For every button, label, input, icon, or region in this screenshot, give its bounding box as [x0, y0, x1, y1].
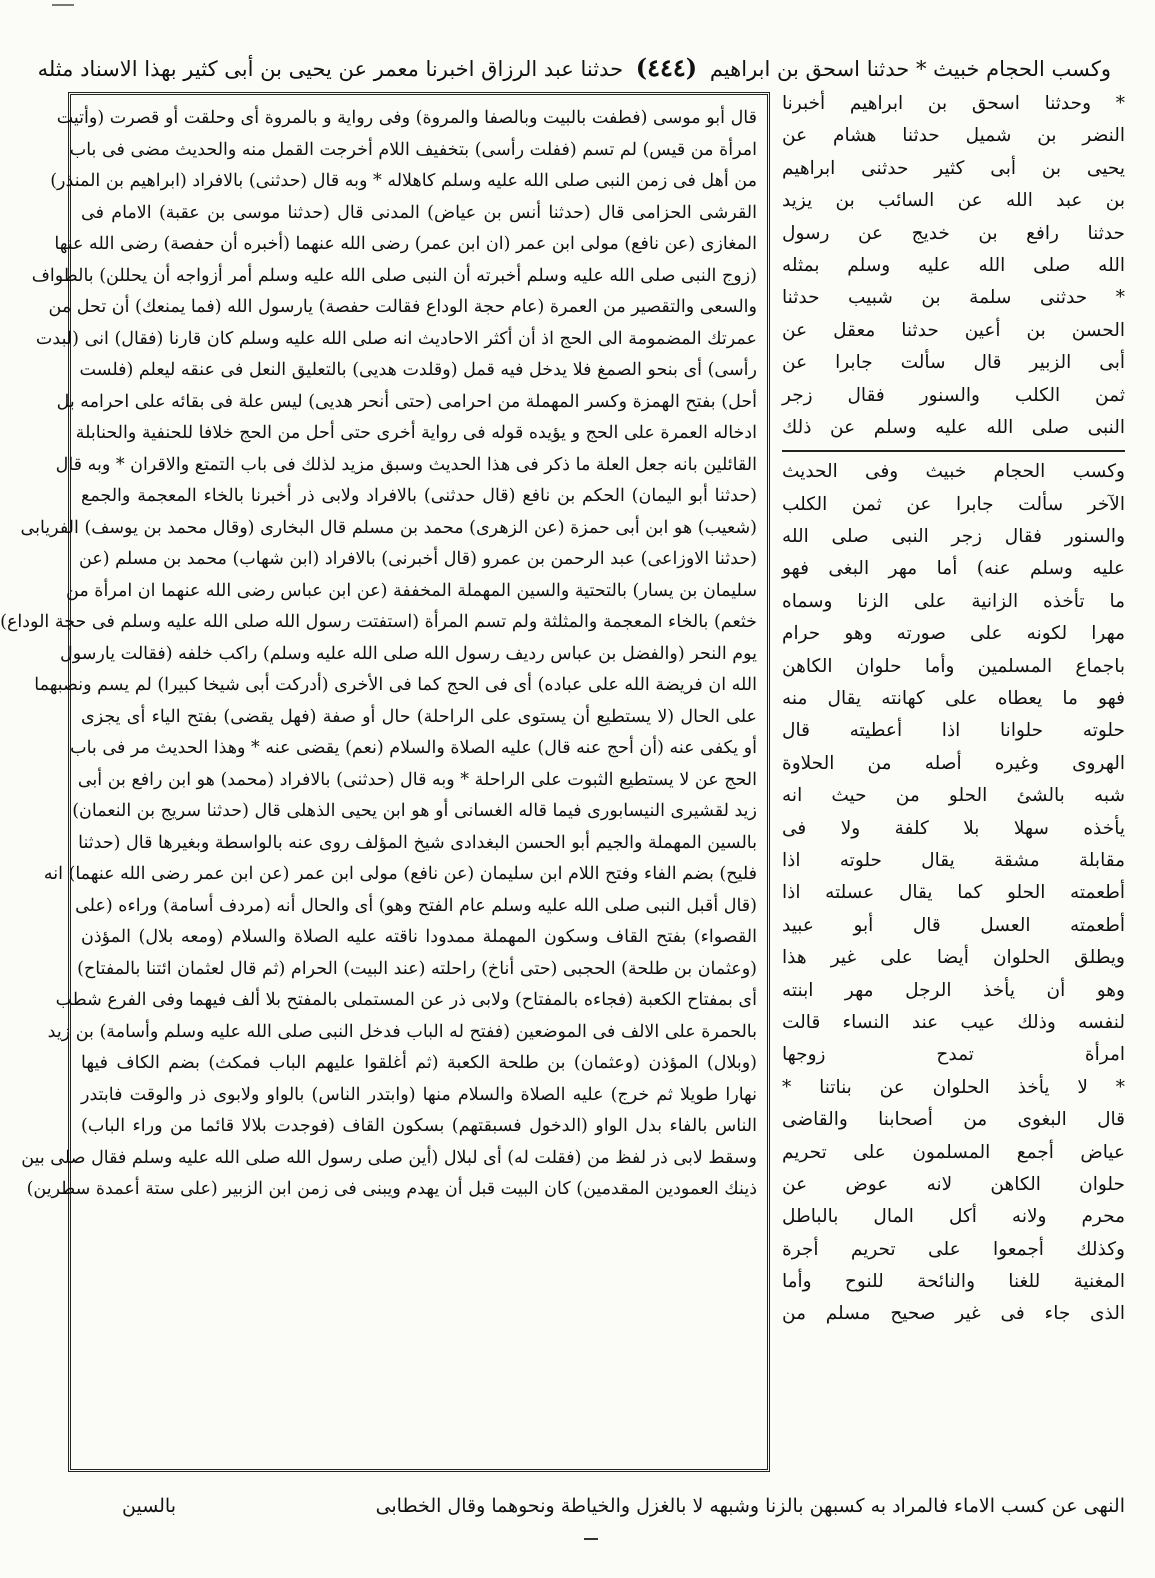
sharh-line: يأخذه سهلا بلا كلفة ولا فى — [782, 817, 1125, 839]
commentary-line: بالسين المهملة والجيم أبو الحسن البغدادى شيخ المؤلف روى عنه بالواسطة وبغيرها قال (حدثنا — [78, 832, 757, 853]
sharh-line: امرأة تمدح زوجها — [782, 1044, 1125, 1066]
sharh-line: أطعمته العسل قال أبو عبيد — [782, 914, 1125, 936]
header-right-text: وكسب الحجام خبيث * حدثنا اسحق بن ابراهيم — [709, 57, 1111, 81]
commentary-line: زيد لقشيرى النيسابورى فيما قاله الغسانى أو هو ابن يحيى الذهلى قال (حدثنا سريج بن النعمان) — [72, 801, 757, 821]
commentary-line: سليمان بن يسار) بالتحتية والسين المهملة المخففة (عن ابن عباس رضى الله عنهما ان امرأة من — [66, 580, 757, 601]
commentary-line: نهارا طويلا ثم خرج) عليه الصلاة والسلام منها (وابتدر الناس) بالواو ولابوى ذر والوقت فابتدر — [81, 1084, 757, 1105]
commentary-line: بالحمرة على الالف فى الموضعين (ففتح له الباب فدخل النبى صلى الله عليه وسلم وأسامة) بن زيد — [47, 1021, 757, 1042]
sharh-line: والسنور فقال زجر النبى صلى الله — [782, 526, 1125, 548]
sharh-line: حلوته حلوانا اذا أعطيته قال — [782, 720, 1125, 742]
commentary-line: امرأة من قيس) لم تسم (ففلت رأسى) بتخفيف اللام أخرجت القمل منه والحديث مضى فى باب — [69, 139, 757, 160]
commentary-line: فليح) بضم الفاء وفتح اللام ابن سليمان (عن نافع) مولى ابن عمر (عن ابن عمر رضى الله عنهما) انه — [43, 864, 757, 884]
commentary-line: من أهل فى زمن النبى صلى الله عليه وسلم كاهلاله * وبه قال (حدثنى) بالافراد (ابراهيم بن المنذر) — [50, 171, 757, 191]
commentary-line: (حدثنا أبو اليمان) الحكم بن نافع (قال حدثنى) بالافراد ولابى ذر أخبرنا بالخاء المعجمة والجمع — [81, 486, 757, 506]
sharh-line: مهرا لكونه على صورته وهو حرام — [782, 623, 1125, 645]
main-commentary-frame — [0, 92, 770, 1472]
sharh-line: أطعمته الحلو كما يقال عسلته اذا — [782, 882, 1125, 904]
footer-left-fragment: بالسين — [122, 1495, 177, 1517]
side-bottom-block — [782, 456, 1125, 1331]
sharh-line: شبه بالشئ الحلو من حيث انه — [782, 785, 1125, 807]
commentary-line: أى بمفتاح الكعبة (فجاءه بالمفتاح) ولابى ذر عن المستملى بالمفتح بلا ألف فيهما وفى الفرع شطب — [55, 990, 757, 1010]
commentary-line: يوم النحر (والفضل بن عباس رديف رسول الله صلى الله عليه وسلم) راكب خلفه (فقالت يارسول — [60, 643, 757, 664]
footer-text: النهى عن كسب الاماء فالمراد به كسبهن بالزنا وشبهه لا بالغزل والخياطة ونحوهما وقال الخطابى — [375, 1495, 1125, 1517]
side-divider — [782, 450, 1125, 452]
commentary-line: القصواء) بفتح القاف وسكون المهملة ممدودا ناقته عليه الصلاة والسلام (ومعه بلال) المؤذن — [81, 927, 757, 947]
page-mark — [584, 1538, 598, 1540]
sharh-line: محرم ولانه أكل المال بالباطل — [782, 1206, 1125, 1228]
commentary-line: وسقط لابى ذر لفظ من (فقلت له) أى لبلال (أين صلى رسول الله صلى الله عليه وسلم فقال صلى بين — [21, 1147, 757, 1168]
running-header — [37, 48, 1111, 88]
commentary-line: على الحال (لا يستطيع أن يستوى على الراحلة) حال أو صفة (فهل يقضى) بفتح الياء أى يجزى — [81, 706, 757, 727]
commentary-line: الناس بالفاء بدل الواو (الدخول فسبقتهم) بسكون القاف (فوجدت بلالا قائما من وراء الباب) — [81, 1116, 757, 1136]
commentary-line: (قال أقبل النبى صلى الله عليه وسلم عام الفتح وهو) أى والحال أنه (مردف أسامة) وراءه (على — [75, 895, 757, 916]
page-number: (٤٤٤) — [635, 53, 698, 82]
commentary-line: (وبلال) المؤذن (وعثمان) بن طلحة الكعبة (ثم أغلقوا عليهم الباب فمكث) بضم الكاف فيها — [81, 1053, 757, 1073]
commentary-line: عمرتك المضمومة الى الحج اذ أن أكثر الاحاديث انه صلى الله عليه وسلم كان قارنا (فقال) انى (لبدت — [35, 328, 757, 349]
sharh-line: وكذلك أجمعوا على تحريم أجرة — [782, 1238, 1125, 1260]
hadith-line: الله صلى الله عليه وسلم بمثله — [782, 254, 1125, 276]
sharh-line: الهروى وغيره أصله من الحلاوة — [782, 752, 1125, 774]
header-left-text: حدثنا عبد الرزاق اخبرنا معمر عن يحيى بن أبى كثير بهذا الاسناد مثله — [37, 57, 624, 81]
commentary-line: أو يكفى عنه (أن أحج عنه قال) عليه الصلاة والسلام (نعم) يقضى عنه * وهذا الحديث مر فى باب — [70, 738, 757, 758]
side-top-block — [782, 88, 1125, 444]
sharh-line: الآخر سألت جابرا عن ثمن الكلب — [782, 493, 1125, 515]
hadith-line: أبى الزبير قال سألت جابرا عن — [782, 352, 1125, 374]
hadith-line: يحيى بن أبى كثير حدثنى ابراهيم — [782, 157, 1125, 179]
hadith-line: ثمن الكلب والسنور فقال زجر — [782, 384, 1125, 406]
commentary-line: الحج عن لا يستطيع الثبوت على الراحلة * وبه قال (حدثنى) بالافراد (محمد) هو ابن رافع بن أبى — [77, 769, 757, 790]
hadith-line: * وحدثنا اسحق بن ابراهيم أخبرنا — [782, 93, 1125, 114]
sharh-line: * لا يأخذ الحلوان عن بناتنا * — [782, 1076, 1125, 1098]
commentary-line: والسعى والتقصير من العمرة (عام حجة الوداع فقالت حفصة) يارسول الله (فما يمنعك) أن تحل من — [48, 297, 757, 317]
sharh-line: مقابلة مشقة يقال حلوته اذا — [782, 849, 1125, 871]
sharh-line: ما تأخذه الزانية على الزنا وسماه — [782, 590, 1125, 612]
commentary-line: خثعم) بالخاء المعجمة والمثلثة ولم تسم المرأة (استفتت رسول الله صلى الله عليه وسلم فى حجة الوداع) — [0, 612, 757, 632]
sharh-line: الذى جاء فى غير صحيح مسلم من — [782, 1303, 1125, 1325]
commentary-line: أحل) بفتح الهمزة وكسر المهملة من احرامى (حتى أنحر هديى) ليس علة فى بقائه على احرامه بل — [56, 391, 757, 412]
commentary-line: القائلين بانه جعل العلة ما ذكر فى هذا الحديث وسبق مزيد لذلك فى باب التمتع والاقران * وبه قال — [55, 454, 757, 475]
sharh-line: فهو ما يعطاه على كهانته يقال منه — [782, 688, 1125, 710]
sharh-line: باجماع المسلمين وأما حلوان الكاهن — [782, 655, 1125, 677]
sharh-line: حلوان الكاهن لانه عوض عن — [782, 1173, 1125, 1195]
commentary-line: قال أبو موسى (فطفت بالبيت وبالصفا والمروة) وفى رواية و بالمروة أى وحلقت أو قصرت (وأتيت — [56, 108, 757, 128]
sharh-line: قال البغوى من أصحابنا والقاضى — [782, 1109, 1125, 1131]
commentary-line: ادخاله العمرة على الحج و يؤيده قوله فى رواية أخرى حتى أحل من الحج خلافا للحنفية والحنابلة — [75, 423, 757, 443]
side-hadith-column — [782, 88, 1125, 1472]
sharh-line: المغنية للغنا والنائحة للنوح وأما — [782, 1271, 1125, 1293]
hadith-line: النبى صلى الله عليه وسلم عن ذلك — [782, 416, 1125, 438]
hadith-line: * حدثنى سلمة بن شبيب حدثنا — [782, 287, 1125, 309]
commentary-line: رأسى) أى بنحو الصمغ فلا يدخل فيه قمل (وقلدت هديى) بالتعليق النعل فى عنقه ليعلم (فلست — [79, 360, 757, 380]
hadith-line: النضر بن شميل حدثنا هشام عن — [782, 125, 1125, 147]
commentary-line: ذينك العمودين المقدمين) كان البيت قبل أن يهدم ويبنى فى زمن ابن الزبير (على ستة أعمدة سطرين) — [26, 1179, 757, 1199]
commentary-line: القرشى الحزامى قال (حدثنا أنس بن عياض) المدنى قال (حدثنا موسى بن عقبة) الامام فى — [81, 202, 757, 223]
hadith-line: حدثنا رافع بن خديج عن رسول — [782, 222, 1125, 244]
commentary-line: المغازى (عن نافع) مولى ابن عمر (ان ابن عمر) رضى الله عنهما (أخبره أن حفصة) رضى الله عنها — [54, 234, 757, 254]
commentary-line: (حدثنا الاوزاعى) عبد الرحمن بن عمرو (قال أخبرنى) بالافراد (ابن شهاب) محمد بن مسلم (عن — [79, 549, 757, 569]
commentary-line: (وعثمان بن طلحة) الحجبى (حتى أناخ) راحلته (عند البيت) الحرام (ثم قال لعثمان ائتنا بالمفتاح) — [77, 958, 757, 979]
sharh-line: وهو أن يأخذ الرجل مهر ابنته — [782, 979, 1125, 1001]
sharh-line: عليه وسلم عنه) أما مهر البغى فهو — [782, 558, 1125, 580]
sharh-line: وكسب الحجام خبيث وفى الحديث — [782, 461, 1125, 483]
sharh-line: عياض أجمع المسلمون على تحريم — [782, 1141, 1125, 1163]
commentary-line: (زوج النبى صلى الله عليه وسلم أخبرته أن النبى صلى الله عليه وسلم أمر أزواجه أن يحللن) بالطواف — [31, 265, 757, 286]
commentary-line: الله ان فريضة الله على عباده) أى فى الحج كما فى الأخرى (أدركت أبى شيخا كبيرا) لم يسم ونصبهما — [34, 675, 757, 695]
sharh-line: ويطلق الحلوان أيضا على غير هذا — [782, 947, 1125, 969]
hadith-line: بن عبد الله عن السائب بن يزيد — [782, 190, 1125, 212]
sharh-line: لنفسه وذلك عيب عند النساء قالت — [782, 1011, 1125, 1033]
footer-line — [92, 1486, 1125, 1526]
corner-mark — [52, 4, 74, 18]
commentary-line: (شعيب) هو ابن أبى حمزة (عن الزهرى) محمد بن مسلم قال البخارى (وقال محمد بن يوسف) الفريابى — [20, 517, 757, 538]
hadith-line: الحسن بن أعين حدثنا معقل عن — [782, 319, 1125, 341]
